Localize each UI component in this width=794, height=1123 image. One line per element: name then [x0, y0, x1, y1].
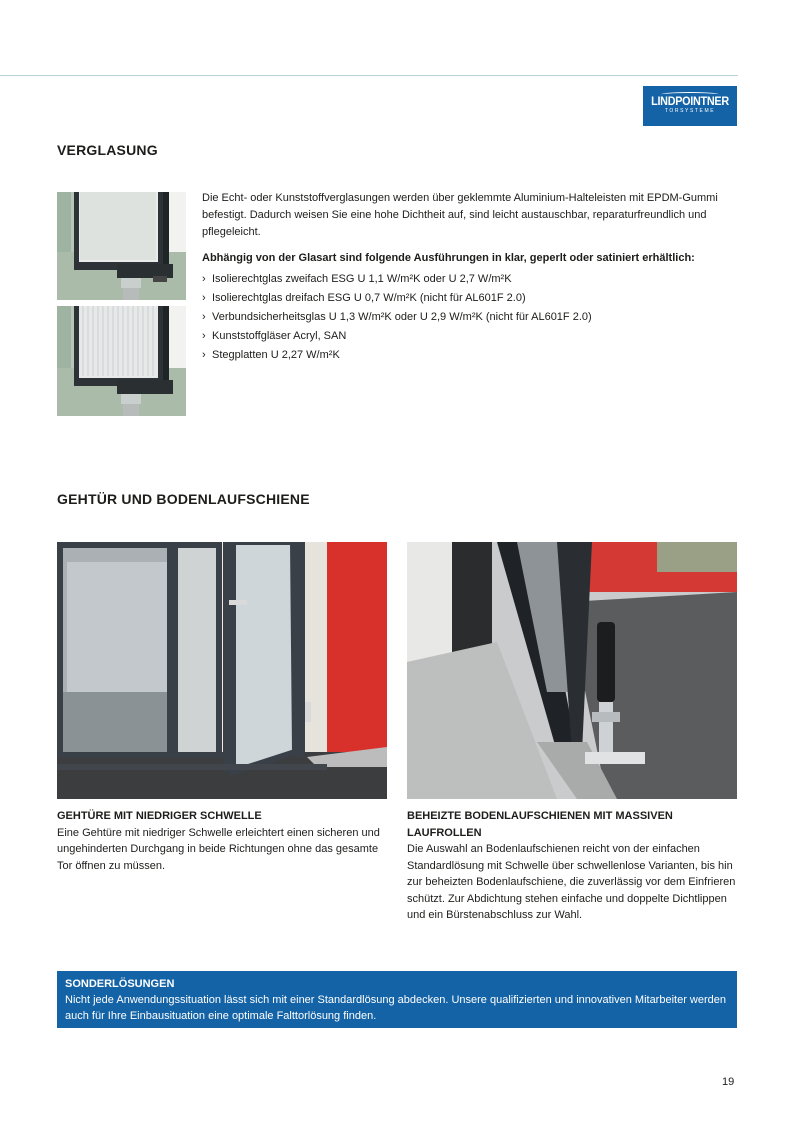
- special-solutions-text: Nicht jede Anwendungssituation lässt sich mit einer Standardlösung abdecken. Unsere qualifizierten und innovativen Mitarbeiter werden auch für Ihre Einbausituation eine optimale Falttorlösung finden.: [65, 994, 726, 1022]
- floor-rail-caption-text: Die Auswahl an Bodenlaufschienen reicht von der einfachen Standardlösung mit Schwelle über schwellenlose Varianten, bis hin zur beheizten Bodenlaufschiene, die zuverlässig vor dem Einfrieren schützt. Zur Abdichtung stehen einfache und doppelte Dichtlippen und ein Bürstenabschluss zur Wahl.: [407, 843, 736, 921]
- chevron-right-icon: ›: [202, 292, 206, 304]
- glazing-options-list: [202, 271, 732, 364]
- door-section-heading: GEHTÜR UND BODENLAUFSCHIENE: [57, 491, 310, 507]
- door-caption: [57, 808, 387, 874]
- glazing-description: [202, 190, 732, 366]
- glazing-intro: Die Echt- oder Kunststoffverglasungen werden über geklemmte Aluminium-Halteleisten mit EPDM-Gummi befestigt. Dadurch weisen Sie eine hohe Dichtheit auf, sind leicht austauschbar, reparaturfreundlich und pflegeleicht.: [202, 192, 718, 238]
- glazing-profile-image-1: [57, 192, 186, 300]
- door-caption-title: GEHTÜRE MIT NIEDRIGER SCHWELLE: [57, 810, 262, 822]
- list-item: › Isolierechtglas dreifach ESG U 0,7 W/m²K (nicht für AL601F 2.0): [202, 290, 732, 307]
- company-logo: [643, 86, 737, 126]
- special-solutions-box: [57, 971, 737, 1028]
- list-item: › Stegplatten U 2,27 W/m²K: [202, 347, 732, 364]
- chevron-right-icon: ›: [202, 273, 206, 285]
- list-item: › Verbundsicherheitsglas U 1,3 W/m²K oder U 2,9 W/m²K (nicht für AL601F 2.0): [202, 309, 732, 326]
- special-solutions-title: SONDERLÖSUNGEN: [65, 978, 175, 990]
- header-divider: [0, 75, 738, 76]
- list-item: › Kunststoffgläser Acryl, SAN: [202, 328, 732, 345]
- chevron-right-icon: ›: [202, 311, 206, 323]
- logo-subtitle: TORSYSTEME: [664, 108, 716, 114]
- chevron-right-icon: ›: [202, 330, 206, 342]
- door-low-threshold-photo: [57, 542, 387, 799]
- heated-floor-rail-photo: [407, 542, 737, 799]
- list-item: › Isolierechtglas zweifach ESG U 1,1 W/m²K oder U 2,7 W/m²K: [202, 271, 732, 288]
- page-number: 19: [722, 1076, 735, 1088]
- door-caption-text: Eine Gehtüre mit niedriger Schwelle erleichtert einen sicheren und ungehinderten Durchgang in beide Richtungen ohne das gesamte Tor öffnen zu müssen.: [57, 826, 380, 872]
- floor-rail-caption-title: BEHEIZTE BODENLAUFSCHIENEN MIT MASSIVEN LAUFROLLEN: [407, 810, 673, 839]
- floor-rail-caption: [407, 808, 737, 924]
- logo-brand: LINDPOINTNER: [651, 94, 729, 108]
- glazing-profile-image-2: [57, 306, 186, 416]
- chevron-right-icon: ›: [202, 349, 206, 361]
- glazing-lead: Abhängig von der Glasart sind folgende Ausführungen in klar, geperlt oder satiniert erhältlich:: [202, 252, 695, 264]
- glazing-heading: VERGLASUNG: [57, 142, 158, 158]
